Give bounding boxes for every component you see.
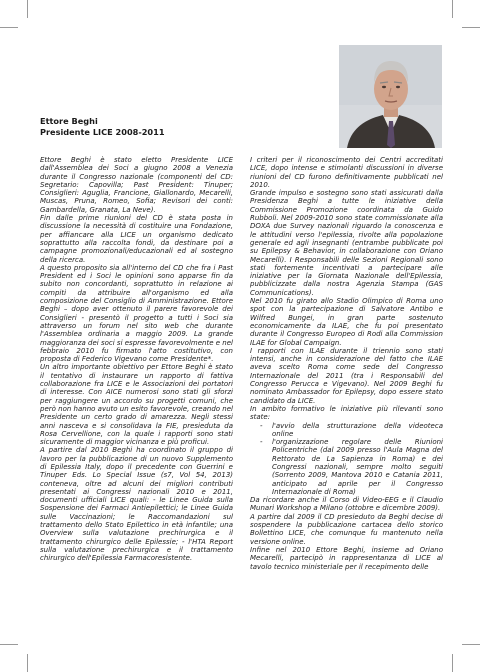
left-text-column xyxy=(40,156,233,563)
paragraph: Da ricordare anche il Corso di Video-EEG e il Claudio Munari Workshop a Milano (ottobre e dicembre 2009). xyxy=(250,496,443,513)
crop-mark-bottom-right-h xyxy=(462,644,480,645)
paragraph: A partire dal 2010 Beghi ha coordinato il gruppo di lavoro per la pubblicazione di un nuovo Supplemento di Epilessia Italy, dopo il precedente con Guerrini e Tinuper Eds. Lo Special Issue (s7, Vol 54, 2013) conteneva, oltre ad alcuni dei migliori contributi presentati ai Congressi nazionali 2010 e 2011, documenti ufficiali LICE quali: - le Linee Guida sulla Sospensione dei Farmaci Antiepilettici; le Linee Guida sulle Vaccinazioni; le Raccomandazioni sul trattamento dello Stato Epilettico in età infantile; una Overview sulla valutazione prechirurgica e il trattamento chirurgico delle Epilessie; - l'HTA Report sulla valutazione prechirurgica e il trattamento chirurgico dell'Epilessia Farmacoresistente. xyxy=(40,446,233,563)
crop-mark-bottom-left xyxy=(27,654,28,672)
portrait-photo-icon xyxy=(339,45,442,148)
paragraph: Un altro importante obiettivo per Ettore Beghi è stato il tentativo di instaurare un rapporto di fattiva collaborazione fra LICE e le Associazioni dei portatori di interesse. Con AICE numerosi sono stati gli sforzi per raggiungere un accordo su progetti comuni, che però non hanno avuto un esito favorevole, creando nel Presidente un certo grado di amarezza. Negli stessi anni nasceva e si consolidava la FIE, presieduta da Rosa Cervellione, con la quale i rapporti sono stati sicuramente di maggior vicinanza e più proficui. xyxy=(40,363,233,447)
paragraph: I criteri per il riconoscimento dei Centri accreditati LICE, dopo intense e stimolanti discussioni in diverse riunioni del CD furono definitivamente pubblicati nel 2010. xyxy=(250,156,443,189)
paragraph: Grande impulso e sostegno sono stati assicurati dalla Presidenza Beghi a tutte le iniziative della Commissione Promozione coordinata da Guido Rubboli. Nel 2009-2010 sono state commissionate alla DOXA due Survey nazionali riguardo la conoscenza e le attitudini verso l'epilessia, rivolte alla popolazione generale ed agli insegnanti (entrambe pubblicate poi su Epilepsy & Behavior, in collaborazione con Oriano Mecarelli). I Responsabili delle Sezioni Regionali sono stati fortemente incentivati a partecipare alle iniziative per la Giornata Nazionale dell'Epilessia, pubblicizzate dalla nostra Agenzia Stampa (GAS Communications). xyxy=(250,189,443,297)
crop-mark-top-right xyxy=(452,0,453,18)
right-text-column xyxy=(250,156,443,571)
paragraph: Fin dalle prime riunioni del CD è stata posta in discussione la necessità di costituire una Fondazione, per affiancare alla LICE un organismo dedicato soprattutto alla raccolta fondi, da destinare poi a campagne promozionali/educazionali ed al sostegno della ricerca. xyxy=(40,214,233,264)
list-item xyxy=(250,422,443,439)
crop-mark-top-left xyxy=(27,0,28,18)
crop-mark-bottom-right xyxy=(452,654,453,672)
president-title: Presidente LICE 2008-2011 xyxy=(40,127,165,137)
paragraph: Nel 2010 fu girato allo Stadio Olimpico di Roma uno spot con la partecipazione di Salvatore Antibo e Wilfred Bungei, in gran parte sostenuto economicamente da ILAE, che fu poi presentato durante il Congresso Europeo di Rodi alla Commission ILAE for Global Campaign. xyxy=(250,297,443,347)
portrait-illustration xyxy=(339,45,442,148)
paragraph: I rapporti con ILAE durante il triennio sono stati intensi, anche in considerazione del fatto che ILAE aveva scelto Roma come sede del Congresso Internazionale del 2011 (tra i Responsabili del Congresso Perucca e Vigevano). Nel 2009 Beghi fu nominato Ambassador for Epilepsy, dopo essere stato candidato da LICE. xyxy=(250,346,443,405)
list-item-text: l'organizzazione regolare delle Riunioni Policentriche (dal 2009 presso l'Aula Magna del Rettorato de La Sapienza in Roma) e dei Congressi nazionali, sempre molto seguiti (Sorrento 2009, Mantova 2010 e Catania 2011, anticipato ad aprile per il Congresso Internazionale di Roma) xyxy=(272,438,443,496)
paragraph: A partire dal 2009 il CD presieduto da Beghi decise di sospendere la pubblicazione cartacea dello storico Bollettino LICE, che comunque fu mantenuto nella versione online. xyxy=(250,512,443,546)
bullet-dash: - xyxy=(260,421,263,430)
president-name: Ettore Beghi xyxy=(40,116,98,126)
initiatives-list xyxy=(250,422,443,497)
list-item xyxy=(250,438,443,496)
crop-mark-top-right-h xyxy=(462,27,480,28)
paragraph: Ettore Beghi è stato eletto Presidente LICE dall'Assemblea dei Soci a giugno 2008 a Venezia durante il Congresso nazionale (componenti del CD: Segretario: Capovilla; Past President: Tinuper; Consiglieri: Aguglia, Francione, Giallonardo, Mecarelli, Muscas, Pruna, Romeo, Sofia; Revisori dei conti: Gambardella, Granata, La Neve). xyxy=(40,156,233,214)
list-item-text: l'avvio della strutturazione della videoteca online xyxy=(272,421,443,438)
paragraph: A questo proposito sia all'interno del CD che fra i Past President ed i Soci le opinioni sono apparse fin da subito non concordanti, soprattutto in relazione ai compiti da attribuire all'organismo ed alla composizione del Consiglio di Amministrazione. Ettore Beghi – dopo aver ottenuto il parere favorevole dei Consiglieri - presentò il progetto a tutti i Soci sia attraverso un forum nel sito web che durante l'Assemblea ordinaria a maggio 2009. La grande maggioranza dei soci si espresse favorevolmente e nel febbraio 2010 fu firmato l'atto costitutivo, con proposta di Federico Vigevano come Presidente*. xyxy=(40,263,233,364)
paragraph: In ambito formativo le iniziative più rilevanti sono state: xyxy=(250,404,443,422)
bullet-dash: - xyxy=(260,438,263,447)
crop-mark-top-left-h xyxy=(0,27,18,28)
crop-mark-bottom-left-h xyxy=(0,644,18,645)
paragraph: Infine nel 2010 Ettore Beghi, insieme ad Oriano Mecarelli, partecipò in rappresentanza di LICE al tavolo tecnico ministeriale per il recepimento delle xyxy=(250,545,443,571)
article-header xyxy=(40,116,165,138)
